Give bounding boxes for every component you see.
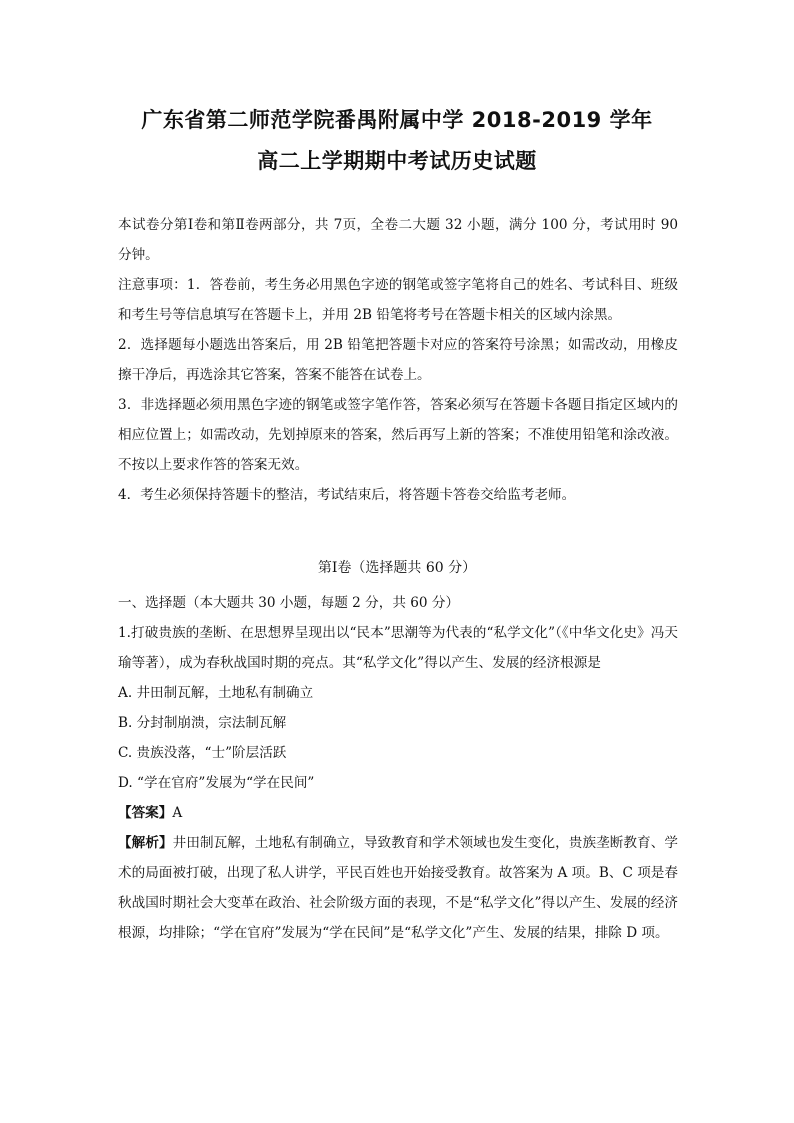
answer-line	[118, 798, 678, 828]
note-4: 4．考生必须保持答题卡的整洁，考试结束后，将答题卡答卷交给监考老师。	[118, 487, 576, 503]
note-3: 3．非选择题必须用黑色字迹的钢笔或签字笔作答，答案必须写在答题卡各题目指定区域内的相应位置上；如需改动，先划掉原来的答案，然后再写上新的答案；不准使用铅笔和涂改液。不按以上要求作答的答案无效。	[118, 397, 678, 473]
note-1: 注意事项：1．答卷前，考生务必用黑色字迹的钢笔或签字笔将自己的姓名、考试科目、班级和考生号等信息填写在答题卡上，并用 2B 铅笔将考号在答题卡相关的区域内涂黑。	[118, 277, 678, 323]
option-b: B. 分封制崩溃，宗法制瓦解	[118, 715, 287, 731]
option-c: C. 贵族没落，“士”阶层活跃	[118, 745, 287, 761]
part-title: 一、选择题（本大题共 30 小题，每题 2 分，共 60 分）	[118, 595, 460, 611]
instructions	[118, 210, 678, 510]
option-a: A. 井田制瓦解，土地私有制确立	[118, 685, 314, 701]
title-line-1: 广东省第二师范学院番禺附属中学 2018-2019 学年	[141, 108, 653, 132]
section-heading: 第Ⅰ卷（选择题共 60 分）	[317, 560, 477, 576]
answer-value: A	[172, 805, 183, 821]
analysis-label: 【解析】	[118, 835, 173, 851]
answer-label: 【答案】	[118, 805, 173, 821]
exam-info: 本试卷分第Ⅰ卷和第Ⅱ卷两部分，共 7页，全卷二大题 32 小题，满分 100 分，考试用时 90 分钟。	[118, 217, 678, 263]
analysis-text: 井田制瓦解，土地私有制确立，导致教育和学术领域也发生变化，贵族垄断教育、学术的局面被打破，出现了私人讲学，平民百姓也开始接受教育。故答案为 A 项。B、C 项是春秋战国时期社会大变革在政治、社会阶级方面的表现，不是“私学文化”得以产生、发展的经济根源，均排除；“学在官府”发展为“学在民间”是“私学文化”产生、发展的结果，排除 D 项。	[118, 835, 678, 941]
title-line-2: 高二上学期期中考试历史试题	[257, 149, 537, 173]
option-d: D. “学在官府”发展为“学在民间”	[118, 775, 315, 791]
question-stem: 1.打破贵族的垄断、在思想界呈现出以“民本”思潮等为代表的“私学文化”（《中华文化史》冯天瑜等著），成为春秋战国时期的亮点。其“私学文化”得以产生、发展的经济根源是	[118, 625, 678, 671]
analysis	[118, 828, 678, 948]
question-block	[118, 588, 678, 948]
note-2: 2．选择题每小题选出答案后，用 2B 铅笔把答题卡对应的答案符号涂黑；如需改动，用橡皮擦干净后，再选涂其它答案，答案不能答在试卷上。	[118, 337, 678, 383]
